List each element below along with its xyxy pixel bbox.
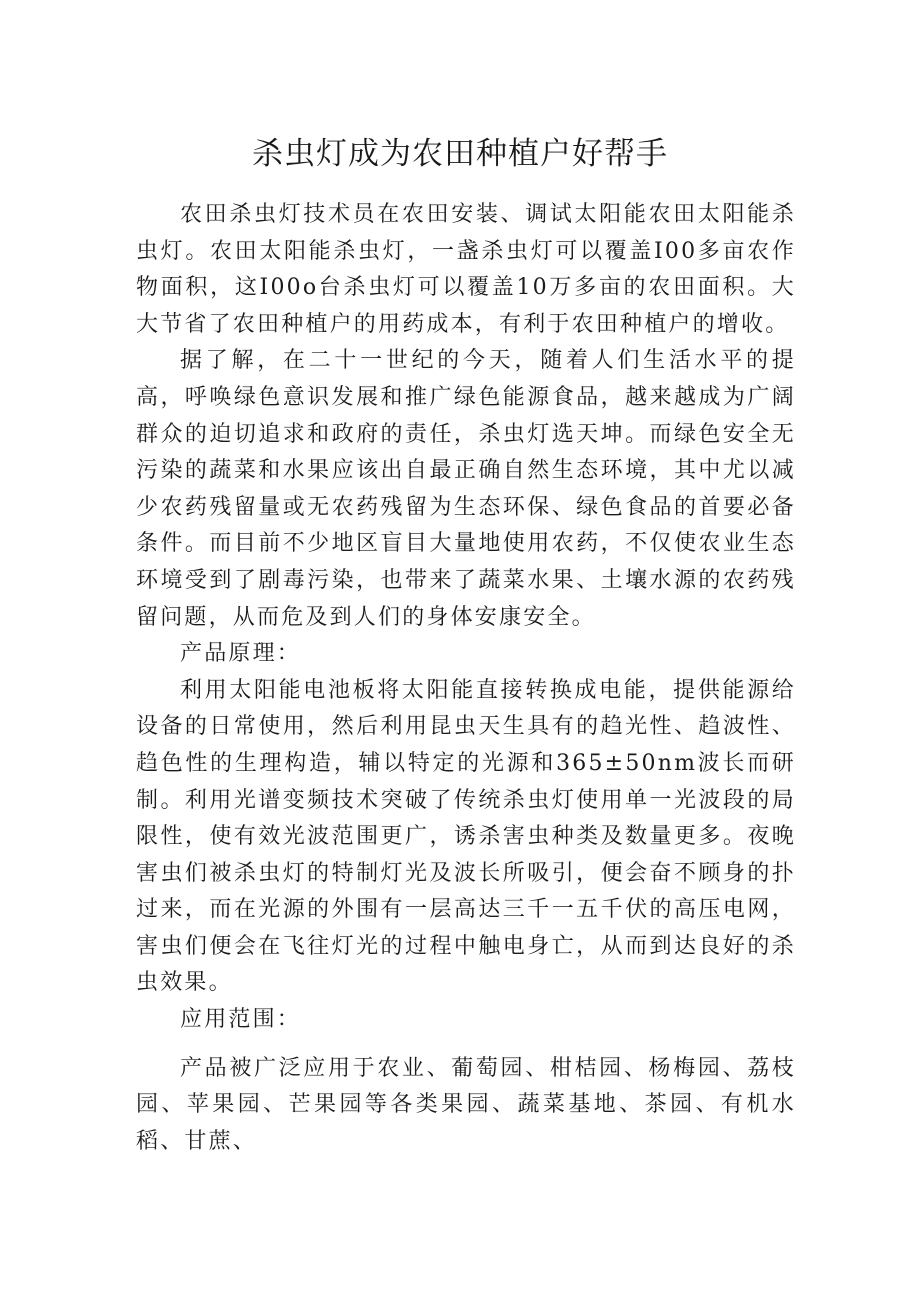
document-body	[136, 197, 796, 1160]
paragraph-principle: 利用太阳能电池板将太阳能直接转换成电能，提供能源给设备的日常使用，然后利用昆虫天生具有的趋光性、趋波性、趋色性的生理构造，辅以特定的光源和365±50nm波长而研制。利用光谱变频技术突破了传统杀虫灯使用单一光波段的局限性，使有效光波范围更广，诱杀害虫种类及数量更多。夜晚害虫们被杀虫灯的特制灯光及波长所吸引，便会奋不顾身的扑过来，而在光源的外围有一层高达三千一五千伏的高压电网，害虫们便会在飞往灯光的过程中触电身亡，从而到达良好的杀虫效果。	[136, 677, 796, 996]
section-heading-principle: 产品原理：	[180, 641, 302, 667]
paragraph-application: 产品被广泛应用于农业、葡萄园、柑桔园、杨梅园、荔枝园、苹果园、芒果园等各类果园、蔬菜基地、茶园、有机水稻、甘蔗、	[136, 1055, 796, 1154]
paragraph-background: 据了解，在二十一世纪的今天，随着人们生活水平的提高，呼唤绿色意识发展和推广绿色能源食品，越来越成为广阔群众的迫切追求和政府的责任，杀虫灯选天坤。而绿色安全无污染的蔬菜和水果应该出自最正确自然生态环境，其中尤以减少农药残留量或无农药残留为生态环保、绿色食品的首要必备条件。而目前不少地区盲目大量地使用农药，不仅使农业生态环境受到了剧毒污染，也带来了蔬菜水果、土壤水源的农药残留问题，从而危及到人们的身体安康安全。	[136, 348, 796, 630]
section-heading-application: 应用范围：	[180, 1007, 302, 1033]
paragraph-intro: 农田杀虫灯技术员在农田安装、调试太阳能农田太阳能杀虫灯。农田太阳能杀虫灯，一盏杀虫灯可以覆盖I00多亩农作物面积，这I00o台杀虫灯可以覆盖10万多亩的农田面积。大大节省了农田种植户的用药成本，有利于农田种植户的增收。	[136, 202, 796, 337]
document-title: 杀虫灯成为农田种植户好帮手	[252, 136, 668, 172]
